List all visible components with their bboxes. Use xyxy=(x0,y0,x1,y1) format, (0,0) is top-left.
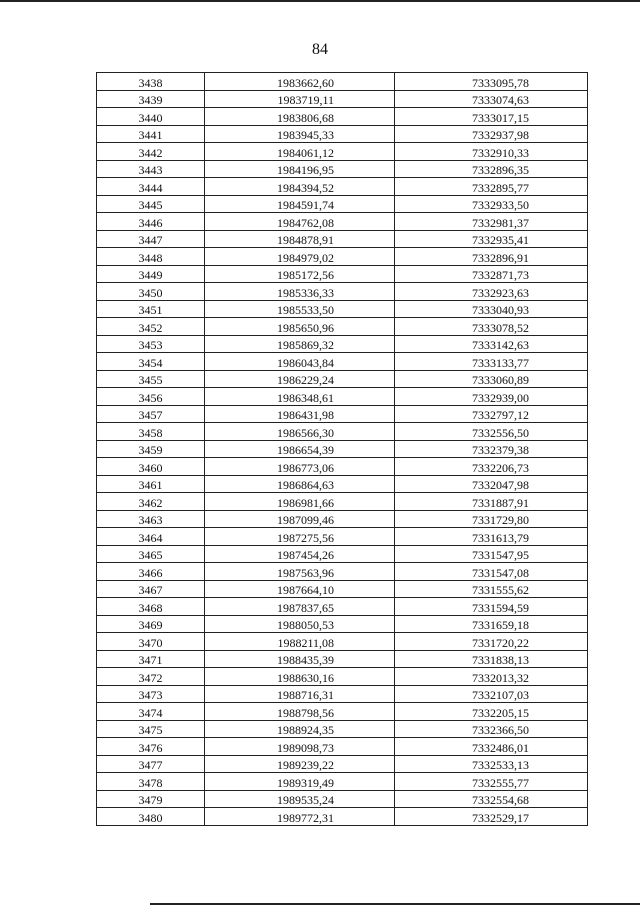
y-coordinate-cell: 7332895,77 xyxy=(395,178,588,196)
point-number-cell: 3466 xyxy=(97,563,205,581)
point-number-cell: 3439 xyxy=(97,90,205,108)
y-coordinate-cell: 7332205,15 xyxy=(395,703,588,721)
x-coordinate-cell: 1985172,56 xyxy=(205,265,395,283)
table-row xyxy=(97,178,588,196)
y-coordinate-cell: 7332533,13 xyxy=(395,755,588,773)
point-number-cell: 3465 xyxy=(97,545,205,563)
point-number-cell: 3475 xyxy=(97,720,205,738)
coordinates-table-container xyxy=(96,72,586,826)
table-row xyxy=(97,108,588,126)
point-number-cell: 3448 xyxy=(97,248,205,266)
point-number-cell: 3462 xyxy=(97,493,205,511)
point-number-cell: 3441 xyxy=(97,125,205,143)
point-number-cell: 3480 xyxy=(97,808,205,826)
table-row xyxy=(97,440,588,458)
x-coordinate-cell: 1988798,56 xyxy=(205,703,395,721)
x-coordinate-cell: 1989772,31 xyxy=(205,808,395,826)
point-number-cell: 3455 xyxy=(97,370,205,388)
table-row xyxy=(97,580,588,598)
table-row xyxy=(97,615,588,633)
table-row xyxy=(97,598,588,616)
point-number-cell: 3440 xyxy=(97,108,205,126)
table-row xyxy=(97,335,588,353)
y-coordinate-cell: 7331547,95 xyxy=(395,545,588,563)
y-coordinate-cell: 7332939,00 xyxy=(395,388,588,406)
point-number-cell: 3461 xyxy=(97,475,205,493)
x-coordinate-cell: 1986043,84 xyxy=(205,353,395,371)
y-coordinate-cell: 7332937,98 xyxy=(395,125,588,143)
table-row xyxy=(97,545,588,563)
x-coordinate-cell: 1989239,22 xyxy=(205,755,395,773)
x-coordinate-cell: 1983662,60 xyxy=(205,73,395,91)
table-row xyxy=(97,73,588,91)
table-row xyxy=(97,283,588,301)
y-coordinate-cell: 7332013,32 xyxy=(395,668,588,686)
table-row xyxy=(97,458,588,476)
y-coordinate-cell: 7332933,50 xyxy=(395,195,588,213)
point-number-cell: 3447 xyxy=(97,230,205,248)
table-row xyxy=(97,143,588,161)
point-number-cell: 3457 xyxy=(97,405,205,423)
point-number-cell: 3464 xyxy=(97,528,205,546)
table-row xyxy=(97,318,588,336)
x-coordinate-cell: 1987664,10 xyxy=(205,580,395,598)
x-coordinate-cell: 1988716,31 xyxy=(205,685,395,703)
x-coordinate-cell: 1983719,11 xyxy=(205,90,395,108)
y-coordinate-cell: 7331555,62 xyxy=(395,580,588,598)
point-number-cell: 3479 xyxy=(97,790,205,808)
y-coordinate-cell: 7332486,01 xyxy=(395,738,588,756)
table-row xyxy=(97,300,588,318)
table-row xyxy=(97,685,588,703)
y-coordinate-cell: 7333060,89 xyxy=(395,370,588,388)
y-coordinate-cell: 7332556,50 xyxy=(395,423,588,441)
x-coordinate-cell: 1984979,02 xyxy=(205,248,395,266)
x-coordinate-cell: 1989319,49 xyxy=(205,773,395,791)
point-number-cell: 3471 xyxy=(97,650,205,668)
x-coordinate-cell: 1988050,53 xyxy=(205,615,395,633)
x-coordinate-cell: 1983945,33 xyxy=(205,125,395,143)
table-row xyxy=(97,388,588,406)
x-coordinate-cell: 1984196,95 xyxy=(205,160,395,178)
table-row xyxy=(97,790,588,808)
y-coordinate-cell: 7333040,93 xyxy=(395,300,588,318)
table-row xyxy=(97,405,588,423)
table-row xyxy=(97,475,588,493)
x-coordinate-cell: 1983806,68 xyxy=(205,108,395,126)
y-coordinate-cell: 7331594,59 xyxy=(395,598,588,616)
x-coordinate-cell: 1987099,46 xyxy=(205,510,395,528)
x-coordinate-cell: 1985869,32 xyxy=(205,335,395,353)
y-coordinate-cell: 7332923,63 xyxy=(395,283,588,301)
y-coordinate-cell: 7331613,79 xyxy=(395,528,588,546)
x-coordinate-cell: 1986348,61 xyxy=(205,388,395,406)
point-number-cell: 3474 xyxy=(97,703,205,721)
point-number-cell: 3468 xyxy=(97,598,205,616)
y-coordinate-cell: 7331547,08 xyxy=(395,563,588,581)
point-number-cell: 3449 xyxy=(97,265,205,283)
x-coordinate-cell: 1986431,98 xyxy=(205,405,395,423)
y-coordinate-cell: 7332206,73 xyxy=(395,458,588,476)
point-number-cell: 3477 xyxy=(97,755,205,773)
y-coordinate-cell: 7333095,78 xyxy=(395,73,588,91)
y-coordinate-cell: 7332554,68 xyxy=(395,790,588,808)
x-coordinate-cell: 1987563,96 xyxy=(205,563,395,581)
table-row xyxy=(97,755,588,773)
table-row xyxy=(97,720,588,738)
y-coordinate-cell: 7332366,50 xyxy=(395,720,588,738)
x-coordinate-cell: 1986864,63 xyxy=(205,475,395,493)
table-row xyxy=(97,510,588,528)
table-row xyxy=(97,563,588,581)
x-coordinate-cell: 1986773,06 xyxy=(205,458,395,476)
x-coordinate-cell: 1989098,73 xyxy=(205,738,395,756)
point-number-cell: 3470 xyxy=(97,633,205,651)
x-coordinate-cell: 1988435,39 xyxy=(205,650,395,668)
point-number-cell: 3452 xyxy=(97,318,205,336)
x-coordinate-cell: 1986229,24 xyxy=(205,370,395,388)
y-coordinate-cell: 7333142,63 xyxy=(395,335,588,353)
y-coordinate-cell: 7331729,80 xyxy=(395,510,588,528)
x-coordinate-cell: 1987837,65 xyxy=(205,598,395,616)
x-coordinate-cell: 1985650,96 xyxy=(205,318,395,336)
x-coordinate-cell: 1984591,74 xyxy=(205,195,395,213)
x-coordinate-cell: 1988630,16 xyxy=(205,668,395,686)
y-coordinate-cell: 7332379,38 xyxy=(395,440,588,458)
x-coordinate-cell: 1984878,91 xyxy=(205,230,395,248)
point-number-cell: 3438 xyxy=(97,73,205,91)
point-number-cell: 3478 xyxy=(97,773,205,791)
table-row xyxy=(97,668,588,686)
y-coordinate-cell: 7332797,12 xyxy=(395,405,588,423)
point-number-cell: 3456 xyxy=(97,388,205,406)
point-number-cell: 3453 xyxy=(97,335,205,353)
point-number-cell: 3469 xyxy=(97,615,205,633)
y-coordinate-cell: 7333133,77 xyxy=(395,353,588,371)
table-row xyxy=(97,265,588,283)
table-row xyxy=(97,773,588,791)
page-top-edge xyxy=(0,0,640,2)
x-coordinate-cell: 1988211,08 xyxy=(205,633,395,651)
x-coordinate-cell: 1986654,39 xyxy=(205,440,395,458)
table-row xyxy=(97,493,588,511)
x-coordinate-cell: 1989535,24 xyxy=(205,790,395,808)
point-number-cell: 3445 xyxy=(97,195,205,213)
y-coordinate-cell: 7332935,41 xyxy=(395,230,588,248)
point-number-cell: 3472 xyxy=(97,668,205,686)
y-coordinate-cell: 7333074,63 xyxy=(395,90,588,108)
table-row xyxy=(97,423,588,441)
point-number-cell: 3444 xyxy=(97,178,205,196)
x-coordinate-cell: 1984394,52 xyxy=(205,178,395,196)
y-coordinate-cell: 7332981,37 xyxy=(395,213,588,231)
point-number-cell: 3443 xyxy=(97,160,205,178)
y-coordinate-cell: 7332871,73 xyxy=(395,265,588,283)
y-coordinate-cell: 7331720,22 xyxy=(395,633,588,651)
y-coordinate-cell: 7332529,17 xyxy=(395,808,588,826)
x-coordinate-cell: 1984762,08 xyxy=(205,213,395,231)
point-number-cell: 3458 xyxy=(97,423,205,441)
table-row xyxy=(97,248,588,266)
x-coordinate-cell: 1984061,12 xyxy=(205,143,395,161)
point-number-cell: 3450 xyxy=(97,283,205,301)
point-number-cell: 3454 xyxy=(97,353,205,371)
table-row xyxy=(97,370,588,388)
y-coordinate-cell: 7333017,15 xyxy=(395,108,588,126)
y-coordinate-cell: 7332555,77 xyxy=(395,773,588,791)
table-row xyxy=(97,353,588,371)
coordinates-table xyxy=(96,72,588,826)
table-row xyxy=(97,90,588,108)
table-row xyxy=(97,195,588,213)
table-row xyxy=(97,633,588,651)
point-number-cell: 3473 xyxy=(97,685,205,703)
point-number-cell: 3467 xyxy=(97,580,205,598)
point-number-cell: 3463 xyxy=(97,510,205,528)
x-coordinate-cell: 1988924,35 xyxy=(205,720,395,738)
y-coordinate-cell: 7331659,18 xyxy=(395,615,588,633)
point-number-cell: 3459 xyxy=(97,440,205,458)
y-coordinate-cell: 7333078,52 xyxy=(395,318,588,336)
y-coordinate-cell: 7332047,98 xyxy=(395,475,588,493)
x-coordinate-cell: 1985336,33 xyxy=(205,283,395,301)
y-coordinate-cell: 7331838,13 xyxy=(395,650,588,668)
point-number-cell: 3451 xyxy=(97,300,205,318)
page-number: 84 xyxy=(312,41,328,58)
point-number-cell: 3476 xyxy=(97,738,205,756)
y-coordinate-cell: 7332107,03 xyxy=(395,685,588,703)
x-coordinate-cell: 1985533,50 xyxy=(205,300,395,318)
table-row xyxy=(97,230,588,248)
y-coordinate-cell: 7332896,91 xyxy=(395,248,588,266)
table-row xyxy=(97,160,588,178)
table-row xyxy=(97,213,588,231)
y-coordinate-cell: 7331887,91 xyxy=(395,493,588,511)
table-row xyxy=(97,738,588,756)
point-number-cell: 3446 xyxy=(97,213,205,231)
table-row xyxy=(97,528,588,546)
x-coordinate-cell: 1986981,66 xyxy=(205,493,395,511)
x-coordinate-cell: 1986566,30 xyxy=(205,423,395,441)
y-coordinate-cell: 7332910,33 xyxy=(395,143,588,161)
table-row xyxy=(97,808,588,826)
table-row xyxy=(97,125,588,143)
x-coordinate-cell: 1987454,26 xyxy=(205,545,395,563)
table-row xyxy=(97,703,588,721)
point-number-cell: 3442 xyxy=(97,143,205,161)
point-number-cell: 3460 xyxy=(97,458,205,476)
table-row xyxy=(97,650,588,668)
x-coordinate-cell: 1987275,56 xyxy=(205,528,395,546)
coordinates-table-body xyxy=(97,73,588,826)
y-coordinate-cell: 7332896,35 xyxy=(395,160,588,178)
